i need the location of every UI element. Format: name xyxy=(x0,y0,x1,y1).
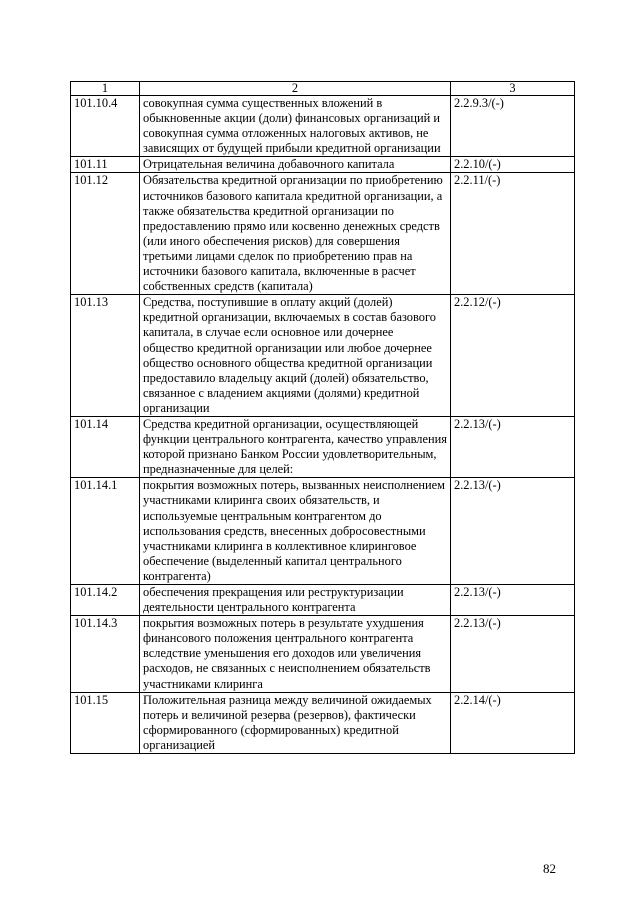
row-reference: 2.2.13/(-) xyxy=(451,478,575,585)
table-row xyxy=(71,173,575,295)
row-code: 101.12 xyxy=(71,173,140,295)
row-description: Отрицательная величина добавочного капитала xyxy=(140,157,451,173)
row-description: обеспечения прекращения или реструктуризации деятельности центрального контрагента xyxy=(140,585,451,616)
row-code: 101.14.1 xyxy=(71,478,140,585)
row-reference: 2.2.14/(-) xyxy=(451,692,575,753)
row-code: 101.15 xyxy=(71,692,140,753)
row-reference: 2.2.13/(-) xyxy=(451,585,575,616)
table-row xyxy=(71,416,575,477)
header-col-3: 3 xyxy=(451,82,575,96)
row-code: 101.14 xyxy=(71,416,140,477)
row-code: 101.14.2 xyxy=(71,585,140,616)
row-description: покрытия возможных потерь в результате ухудшения финансового положения центрального контрагента вследствие уменьшения его доходов или увеличения расходов, не связанных с неисполнением обязательств участниками клиринга xyxy=(140,616,451,692)
row-description: Средства, поступившие в оплату акций (долей) кредитной организации, включаемых в состав базового капитала, в случае если основное или дочернее общество кредитной организации или любое дочернее общество основного общества кредитной организации предоставило владельцу акций (долей) обязательство, связанное с владением акциями (долями) кредитной организации xyxy=(140,295,451,417)
row-description: совокупная сумма существенных вложений в обыкновенные акции (доли) финансовых организаций и совокупная сумма отложенных налоговых активов, не зависящих от будущей прибыли кредитной организации xyxy=(140,96,451,157)
header-col-2: 2 xyxy=(140,82,451,96)
table-row xyxy=(71,692,575,753)
row-reference: 2.2.13/(-) xyxy=(451,416,575,477)
row-code: 101.13 xyxy=(71,295,140,417)
row-description: покрытия возможных потерь, вызванных неисполнением участниками клиринга своих обязательств, и используемые центральным контрагентом до использования средств, внесенных добросовестными участниками клиринга в коллективное клиринговое обеспечение (выделенный капитал центрального контрагента) xyxy=(140,478,451,585)
table-row xyxy=(71,157,575,173)
row-description: Средства кредитной организации, осуществляющей функции центрального контрагента, качество управления которой признано Банком России удовлетворительным, предназначенные для целей: xyxy=(140,416,451,477)
table-row xyxy=(71,616,575,692)
page-number: 82 xyxy=(543,861,556,876)
table-row xyxy=(71,96,575,157)
header-col-1: 1 xyxy=(71,82,140,96)
row-reference: 2.2.11/(-) xyxy=(451,173,575,295)
row-reference: 2.2.9.3/(-) xyxy=(451,96,575,157)
row-reference: 2.2.12/(-) xyxy=(451,295,575,417)
row-code: 101.11 xyxy=(71,157,140,173)
table-header-row xyxy=(71,82,575,96)
table-row xyxy=(71,295,575,417)
row-reference: 2.2.10/(-) xyxy=(451,157,575,173)
capital-items-table xyxy=(70,81,575,754)
row-code: 101.14.3 xyxy=(71,616,140,692)
row-description: Обязательства кредитной организации по приобретению источников базового капитала кредитной организации, а также обязательства кредитной организации по предоставлению прямо или косвенно денежных средств (или иного обеспечения рисков) для совершения третьими лицами сделок по приобретению прав на источники базового капитала, включенные в расчет собственных средств (капитала) xyxy=(140,173,451,295)
row-reference: 2.2.13/(-) xyxy=(451,616,575,692)
row-description: Положительная разница между величиной ожидаемых потерь и величиной резерва (резервов), фактически сформированного (сформированных) кредитной организацией xyxy=(140,692,451,753)
table-row xyxy=(71,585,575,616)
row-code: 101.10.4 xyxy=(71,96,140,157)
table-row xyxy=(71,478,575,585)
